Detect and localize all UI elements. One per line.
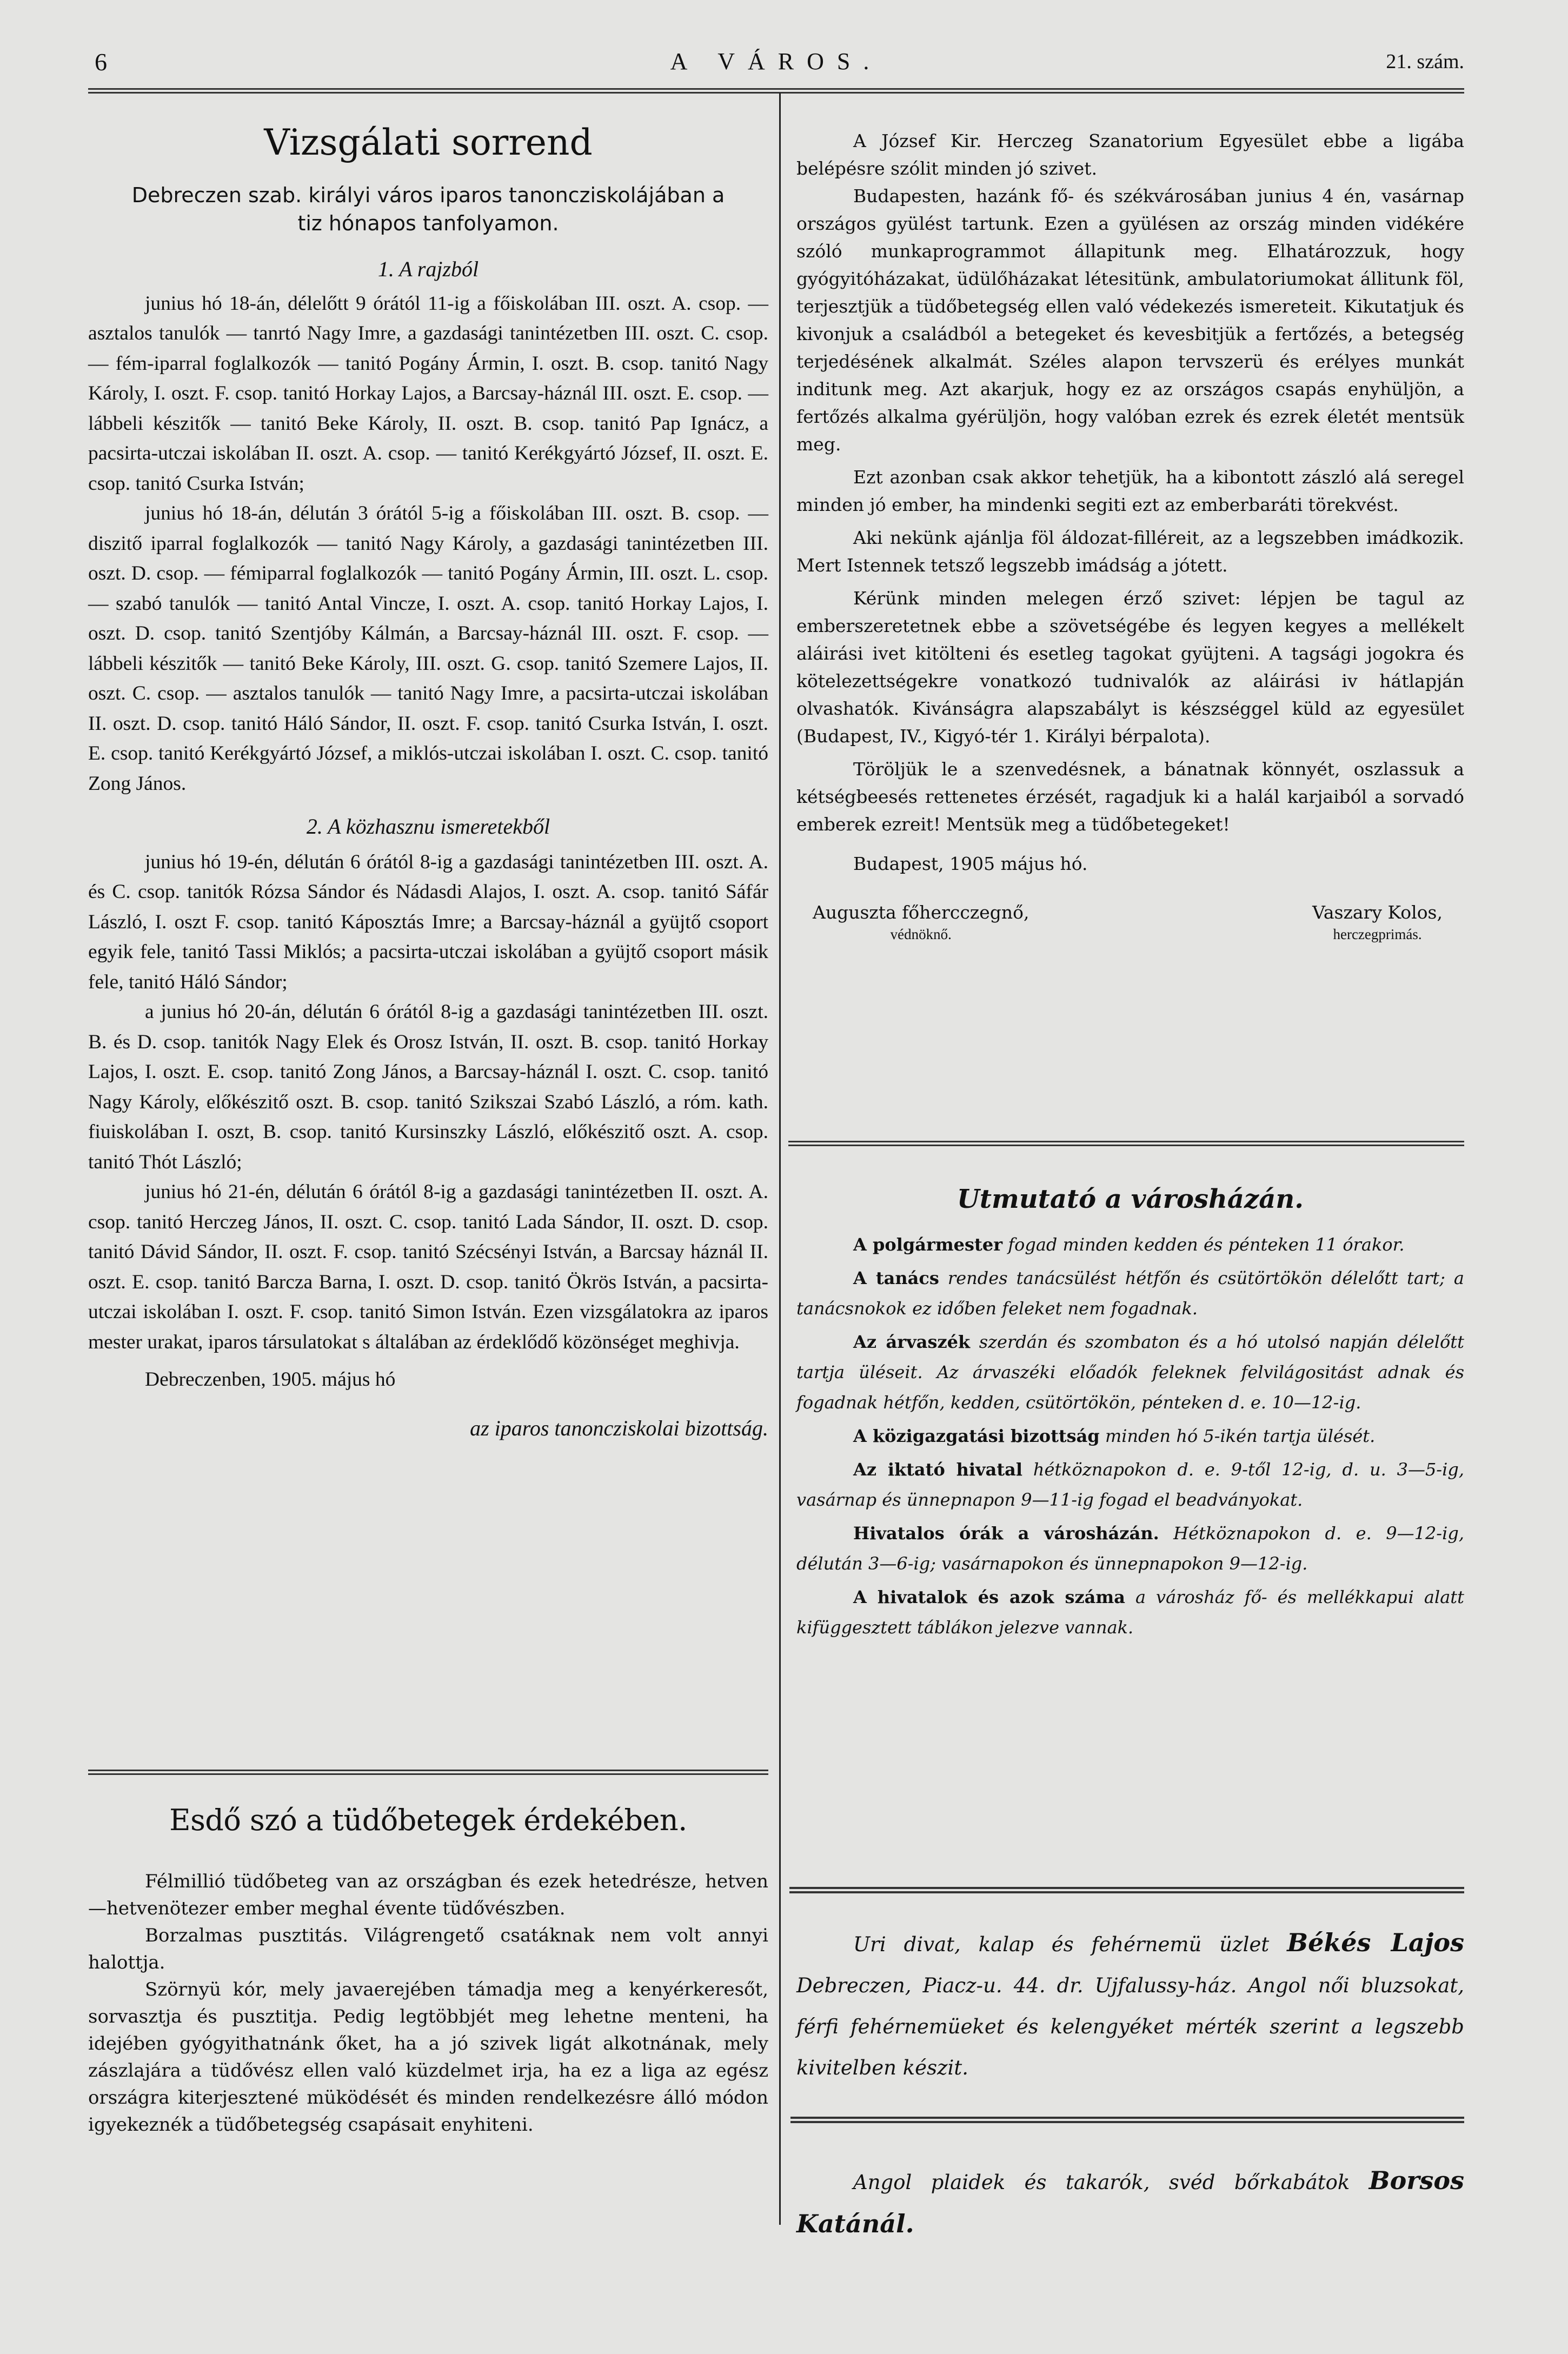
paragraph: Borzalmas pusztitás. Világrengető csatáknak nem volt annyi halottja. [88,1925,768,1973]
guide-item: Az iktató hivatal hétköznapokon d. e. 9-től 12-ig, d. u. 3—5-ig, vasárnap és ünnepnapon 9—11-ig fogad el beadványokat. [796,1459,1465,1510]
section-rule [790,2117,1464,2123]
section-rule [789,1887,1464,1893]
advertisement [796,1922,1464,2089]
paragraph: junius hó 19-én, délután 6 órától 8-ig a gazdasági tanintézetben III. oszt. A. és C. csop. tanitók Rózsa Sándor és Nádasdi Alajos, I. oszt. A. csop. tanitó Sáfár László, I. oszt F. csop. tanitó Káposztás Imre; a Barcsay-háznál a gyüjtő csoport egyik fele, tanitó Tassi Miklós; a pacsirta-utczai iskolában a gyüjtő csoport másik fele, tanitó Háló Sándor; [88,850,768,993]
article-title-vizsgalati: Vizsgálati sorrend [264,122,593,163]
guide-item: Hivatalos órák a városházán. Hétköznapokon d. e. 9—12-ig, délután 3—6-ig; vasárnapokon és ünnepnapokon 9—12-ig. [796,1523,1464,1574]
signatures [796,902,1464,943]
paragraph: Aki nekünk ajánlja föl áldozat-filléreit, az a legszebben imádkozik. Mert Istennek tetsző legszebb imádság a jótett. [796,527,1464,576]
paragraph: Szörnyü kór, mely javaerejében támadja meg a kenyérkeresőt, sorvasztja és pusztitja. Pedig legtöbbjét meg lehetne menteni, ha idejében gyógyithatnánk őket, ha a jó szivek ligát alkotnának, mely zászlajára a tüdővész ellen való küzdelmet irja, ha ez a liga az egész országra kiterjesztené müködését és minden rendelkezésre álló módon igyekeznék a tüdőbetegség csapásait enyhiteni. [88,1979,768,2136]
ad-text: Angol plaidek és takarók, svéd bőrkabátok Borsos Katánál. [796,2166,1464,2238]
column-divider [779,93,781,2225]
article-vizsgalati-body [88,254,768,1443]
paragraph: Budapesten, hazánk fő- és székvárosában junius 4 én, vasárnap országos gyülést tartunk. Ezen a gyülésen az ország minden vidékére szóló munkaprogrammot állapitunk meg. Elhatározzuk, hogy gyógyitóházakat, üdülőházakat létesitünk, ambulatoriumokat állitunk föl, terjesztjük a tüdőbetegség ellen való védekezés ismereteit. Kikutatjuk és kivonjuk a családból a betegeket és kevesbitjük a fertőzés, a betegség terjedésének alkalmát. Széles alapon tervszerü és erélyes munkát inditunk meg. Azt akarjuk, hogy ez az országos csapás enyhüljön, a fertőzés alkalma gyérüljön, hogy valóban ezrek és ezrek életét mentsük meg. [796,185,1464,455]
guide-title: Utmutató a városházán. [957,1184,1304,1214]
signatory: Vaszary Kolos, herczegprimás. [1312,902,1443,942]
article-esdo-szo-continued [796,127,1464,943]
guide-item: A polgármester fogad minden kedden és pénteken 11 órakor. [853,1234,1405,1255]
signature: az iparos tanoncziskolai bizottság. [470,1415,768,1440]
page-header [88,48,1464,85]
guide-item: A tanács rendes tanácsülést hétfőn és csütörtökön délelőtt tart; a tanácsnokok ez időben feleket nem fogadnak. [796,1268,1465,1319]
signatory: Auguszta főhercczegnő, védnöknő. [813,902,1029,942]
guide-section [796,1184,1464,1643]
paragraph: junius hó 18-án, délután 3 órától 5-ig a főiskolában III. oszt. B. csop. — diszitő iparral foglalkozók — tanitó Nagy Károly, a gazdasági tanintézetben III. oszt. D. csop. — fémiparral foglalkozók — tanitó Pogány Ármin, III. oszt. L. csop. — szabó tanulók — tanitó Antal Vincze, I. oszt. A. csop. tanitó Horkay Lajos, I. oszt. D. csop. tanitó Szentjóby Kálmán, a Barcsay-háznál III. oszt. F. csop. — lábbeli készitők — tanitó Beke Károly, III. oszt. G. csop. tanitó Szemere Lajos, II. oszt. C. csop. — asztalos tanulók — tanitó Nagy Imre, a pacsirta-utczai iskolában II. oszt. D. csop. tanitó Háló Sándor, II. oszt. F. csop. tanitó Csurka István, I. oszt. E. csop. tanitó Kerékgyártó József, a miklós-utczai iskolában I. oszt. C. csop. tanitó Zong János. [88,502,768,795]
paragraph: Ezt azonban csak akkor tehetjük, ha a kibontott zászló alá seregel minden jó ember, ha mindenki segiti ezt az emberbaráti törekvést. [796,467,1464,515]
guide-item: Az árvaszék szerdán és szombaton és a hó utolsó napján délelőtt tartja üléseit. Az árvaszéki előadók feleknek felvilágositást adnak és fogadnak hétfőn, kedden, csütörtökön, pénteken d. e. 10—12-ig. [796,1332,1465,1413]
header-rule [88,88,1464,94]
publication-title: A VÁROS. [670,48,882,75]
dateline: Budapest, 1905 május hó. [853,853,1088,874]
paragraph: A József Kir. Herczeg Szanatorium Egyesület ebbe a ligába belépésre szólit minden jó szivet. [796,130,1464,179]
article-subtitle: Debreczen szab. királyi város iparos tanoncziskolájában a tiz hónapos tanfolyamon. [131,183,725,235]
guide-item: A hivatalok és azok száma a városház fő- és mellékkapui alatt kifüggesztett táblákon jelezve vannak. [796,1587,1465,1638]
article-title-esdo-szo: Esdő szó a tüdőbetegek érdekében. [169,1803,687,1837]
paragraph: junius hó 21-én, délután 6 órától 8-ig a gazdasági tanintézetben II. oszt. A. csop. tanitó Herczeg János, II. oszt. C. csop. tanitó Lada Sándor, II. oszt. D. csop. tanitó Dávid Sándor, II. oszt. F. csop. tanitó Szécsényi István, a Barcsay háznál II. oszt. E. csop. tanitó Barcza Barna, I. oszt. D. csop. tanitó Ökrös István, a pacsirta-utczai iskolában I. oszt. F. csop. tanitó Simon István. Ezen vizsgálatokra az iparos mester urakat, iparos társulatokat s általában az érdeklődő közönséget meghivja. [88,1181,768,1353]
paragraph: Töröljük le a szenvedésnek, a bánatnak könnyét, oszlassuk a kétségbeesés rettenetes érzését, ragadjuk ki a halál karjaiból a sorvadó emberek ezreit! Mentsük meg a tüdőbetegeket! [796,759,1464,835]
paragraph: junius hó 18-án, délelőtt 9 órától 11-ig a főiskolában III. oszt. A. csop. — asztalos tanulók — tanrtó Nagy Imre, a gazdasági tanintézetben III. oszt. C. csop. — fém-iparral foglalkozók — tanitó Pogány Ármin, I. oszt. B. csop. tanitó Nagy Károly, I. oszt. F. csop. tanitó Horkay Lajos, a Barcsay-háznál III. oszt. E. csop. — lábbeli készitők — tanitó Beke Károly, II. oszt. B. csop. tanitó Pap Ignácz, a pacsirta-utczai iskolában II. oszt. A. csop. — tanitó Kerékgyártó József, II. oszt. E. csop. tanitó Csurka István; [88,292,768,495]
ad-shop-name: Borsos Katánál. [796,2166,1464,2238]
section-heading-1: 1. A rajzból [377,257,479,281]
paragraph: Félmillió tüdőbeteg van az országban és ezek hetedrésze, hetven—hetvenötezer ember meghal évente tüdővészben. [88,1871,768,1919]
issue-number: 21. szám. [1386,50,1464,73]
section-rule [88,1770,768,1775]
section-heading-2: 2. A közhasznu ismeretekből [306,814,550,839]
ad-shop-name: Békés Lajos [1287,1928,1464,1957]
paragraph: Kérünk minden melegen érző szivet: lépjen be tagul az emberszeretetnek ebbe a szövetségébe és legyen kegyes a mellékelt aláirási ivet kitölteni és esetleg tagokat gyüjteni. A tagsági jogokra és kötelezettségekre vonatkozó tudnivalók az aláirási iv hátlapján olvashatók. Kivánságra alapszabályt is készséggel küld az egyesület (Budapest, IV., Kigyó-tér 1. Királyi bérpalota). [796,588,1464,747]
section-rule [788,1141,1464,1146]
page-number: 6 [95,48,107,76]
paragraph: a junius hó 20-án, délután 6 órától 8-ig a gazdasági tanintézetben III. oszt. B. és D. csop. tanitók Nagy Elek és Orosz István, II. oszt. B. csop. tanitó Horkay Lajos, I. oszt. E. csop. tanitó Zong János, a Barcsay-háznál I. oszt. C. csop. tanitó Nagy Károly, előkészitő oszt. B. csop. tanitó Szikszai Szabó László, a róm. kath. fiuiskolában I. oszt, B. csop. tanitó Kursinszky László, előkészitő oszt. A. csop. tanitó Thót László; [88,1001,768,1173]
advertisement [796,2160,1464,2246]
article-esdo-szo-body [88,1868,768,2138]
dateline: Debreczenben, 1905. május hó [145,1368,396,1391]
ad-text: Uri divat, kalap és fehérnemü üzlet Békés Lajos Debreczen, Piacz-u. 44. dr. Ujfalussy-ház. Angol női bluzsokat, férfi fehérnemüeket és kelengyéket mérték szerint a legszebb kivitelben készit. [796,1928,1464,2079]
guide-item: A közigazgatási bizottság minden hó 5-ikén tartja ülését. [853,1426,1376,1446]
